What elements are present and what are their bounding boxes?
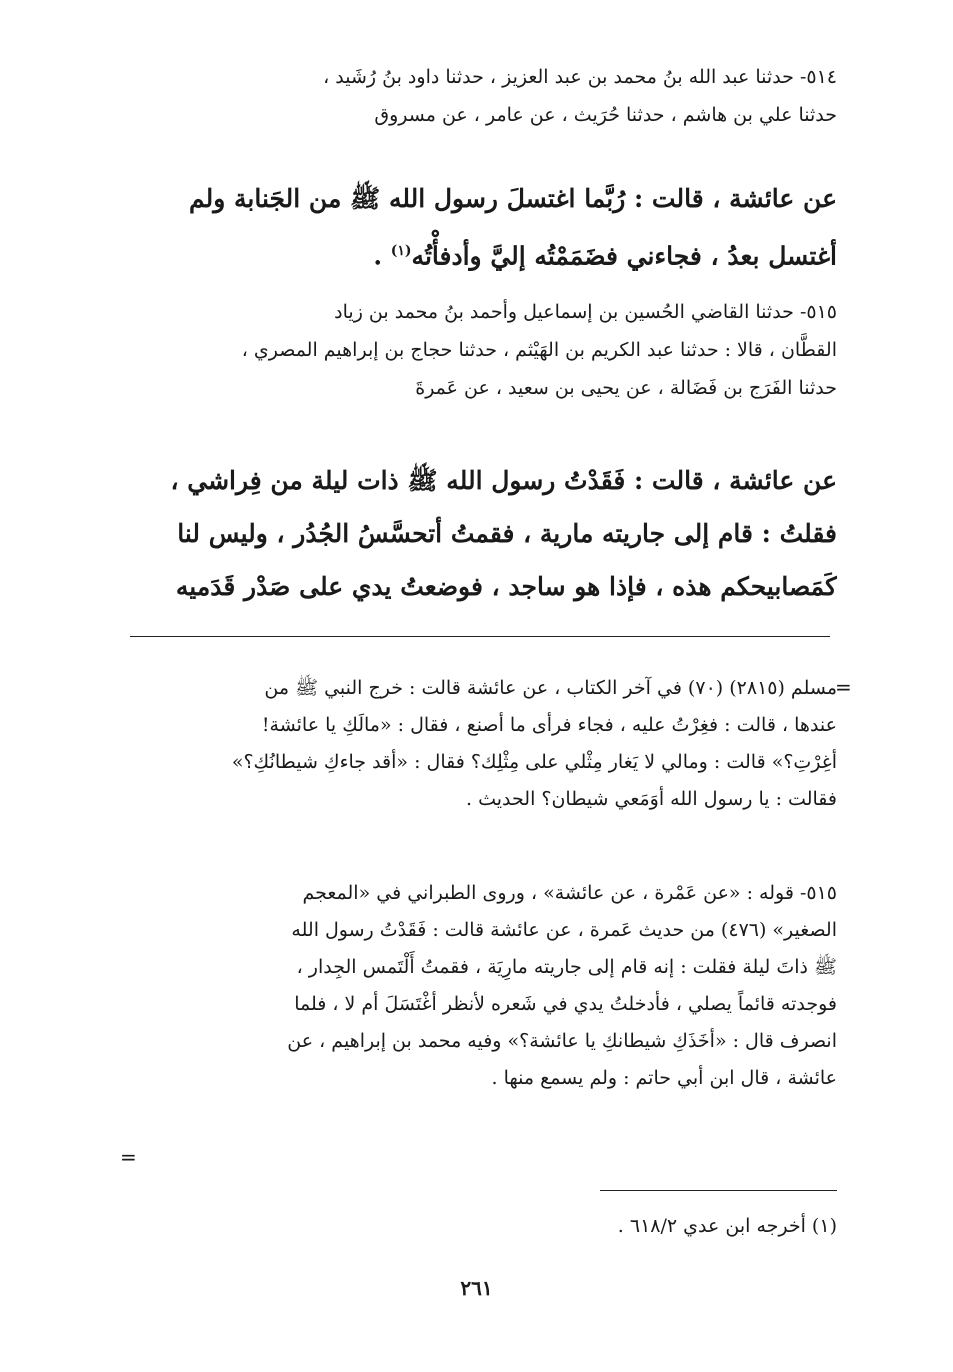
hadith-514-matn <box>130 172 837 278</box>
footnote-ref: (١) <box>390 243 412 259</box>
commentary-515 <box>130 875 837 1097</box>
footnotes <box>130 1208 837 1245</box>
commentary-line: مسلم (٢٨١٥) (٧٠) في آخر الكتاب ، عن عائشة قالت : خرج النبي ﷺ من <box>264 677 837 699</box>
isnad-line: ٥١٥- حدثنا القاضي الحُسين بن إسماعيل وأحمد بنُ محمد بن زياد <box>334 301 837 323</box>
matn-line: عن عائشة ، قالت : فَقَدْتُ رسول الله ﷺ ذات ليلة من فِراشي ، <box>170 466 837 495</box>
commentary-line: ﷺ ذاتَ ليلة فقلت : إنه قام إلى جاريته مارِيَة ، فقمتُ أَلْتَمس الجِدار ، <box>296 956 837 978</box>
hadith-515-isnad <box>130 293 837 407</box>
footnote-line: (١) أخرجه ابن عدي ٦١٨/٢ . <box>617 1215 837 1237</box>
commentary-line: فقالت : يا رسول الله أوَمَعي شيطان؟ الحديث . <box>466 788 837 810</box>
commentary-line: فوجدته قائماً يصلي ، فأدخلتُ يدي في شَعره لأنظر أغْتَسَلَ أم لا ، فلما <box>294 993 837 1015</box>
matn-line: كَمَصابيحكم هذه ، فإذا هو ساجد ، فوضعتُ يدي على صَدْر قَدَميه <box>175 572 837 601</box>
commentary-line: الصغير» (٤٧٦) من حديث عَمرة ، عن عائشة قالت : فَقَدْتُ رسول الله <box>291 919 837 941</box>
commentary-line: أغِرْتِ؟» قالت : ومالي لا يَغار مِثْلي على مِثْلِك؟ فقال : «أقد جاءكِ شيطانُكِ؟» <box>231 751 837 773</box>
hadith-514-isnad <box>130 58 837 134</box>
footnote-separator <box>130 636 830 637</box>
footnote-separator <box>600 1190 837 1191</box>
matn-line <box>130 225 837 278</box>
continuation-mark: = <box>835 675 852 699</box>
page-number: ٢٦١ <box>460 1276 493 1300</box>
isnad-line: حدثنا الفَرَج بن فَضَالة ، عن يحيى بن سعيد ، عن عَمرةَ <box>415 377 837 399</box>
commentary-line: ٥١٥- قوله : «عن عَمْرة ، عن عائشة» ، وروى الطبراني في «المعجم <box>302 882 837 904</box>
isnad-line: حدثنا علي بن هاشم ، حدثنا حُرَيث ، عن عامر ، عن مسروق <box>374 104 837 126</box>
commentary-line: انصرف قال : «أخَذَكِ شيطانكِ يا عائشة؟» وفيه محمد بن إبراهيم ، عن <box>287 1030 837 1052</box>
hadith-515-matn <box>130 454 837 613</box>
isnad-line: القطَّان ، قالا : حدثنا عبد الكريم بن الهَيْثم ، حدثنا حجاج بن إبراهيم المصري ، <box>241 339 837 361</box>
commentary-line: عندها ، قالت : فغِرْتُ عليه ، فجاء فرأى ما أصنع ، فقال : «مالَكِ يا عائشة! <box>261 714 837 736</box>
matn-end: . <box>373 241 391 271</box>
commentary-continued <box>130 670 837 818</box>
matn-text: أغتسل بعدُ ، فجاءني فضَمَمْتُه إليَّ وأدفأْتُه <box>411 241 837 271</box>
isnad-line: ٥١٤- حدثنا عبد الله بنُ محمد بن عبد العزيز ، حدثنا داود بنُ رُشَيد ، <box>323 66 837 88</box>
continuation-mark: = <box>120 1145 137 1169</box>
matn-line: فقلتُ : قام إلى جاريته مارية ، فقمتُ أتحسَّسُ الجُدُر ، وليس لنا <box>177 519 837 548</box>
commentary-line: عائشة ، قال ابن أبي حاتم : ولم يسمع منها . <box>491 1067 837 1089</box>
matn-line: عن عائشة ، قالت : رُبَّما اغتسلَ رسول الله ﷺ من الجَنابة ولم <box>188 184 837 213</box>
